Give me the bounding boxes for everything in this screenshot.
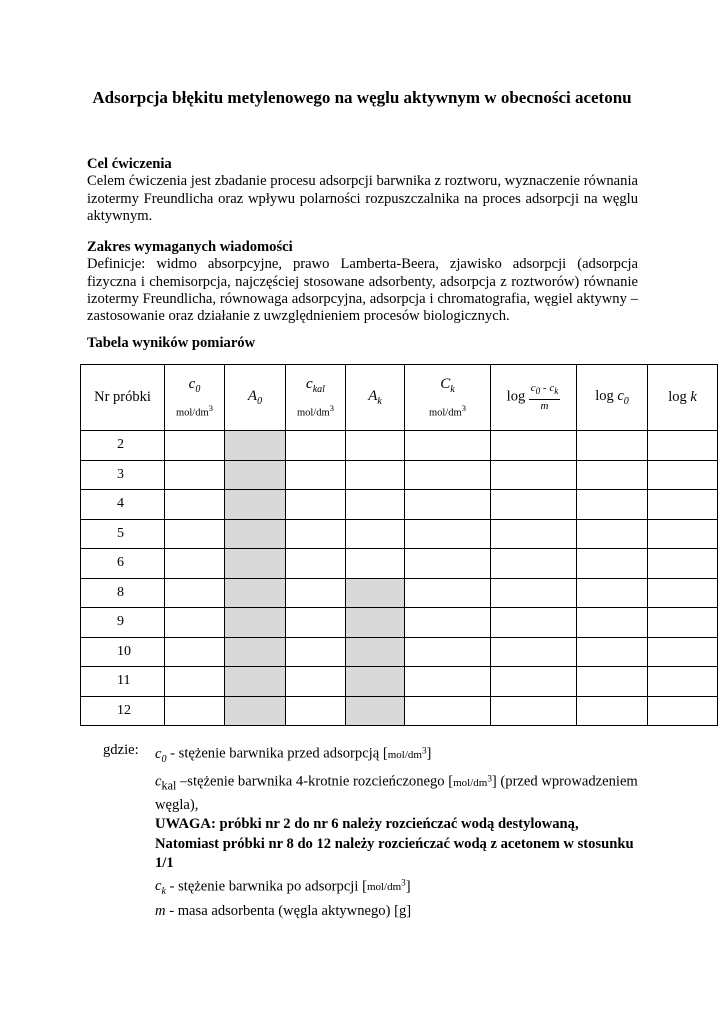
- header-ak: $A_k$: [346, 365, 405, 431]
- fraction: $\frac{c_0 - c_k}{m}$: [530, 382, 559, 412]
- row-number: 12: [81, 696, 165, 726]
- scope-heading: Zakres wymaganych wiadomości: [87, 239, 293, 255]
- note-c0: $c_0$ - stężenie barwnika przed adsorpcją $[mol/dm^3]$: [155, 745, 432, 765]
- row-number: 5: [81, 519, 165, 549]
- table-row: [81, 519, 718, 549]
- header-a0: $A_0$: [225, 365, 286, 431]
- row-number: 6: [81, 549, 165, 579]
- note-ckal: $c_{kal}$ –stężenie barwnika 4-krotnie rozcieńczonego $[mol/dm^3]$ (przed wprowadzeniem węgla),: [155, 772, 638, 813]
- table-row: [81, 608, 718, 638]
- goal-text: Celem ćwiczenia jest zbadanie procesu adsorpcji barwnika z roztworu, wyznaczenie równania izotermy Freundlicha oraz wpływu polarności rozpuszczalnika na proces adsorpcji na węglu aktywnym.: [87, 173, 638, 224]
- row-number: 11: [81, 667, 165, 697]
- header-log-c0: $\log c_0$: [577, 365, 648, 431]
- warning-2: Natomiast próbki nr 8 do 12 należy rozcieńczać wodą z acetonem w stosunku 1/1: [155, 835, 634, 872]
- header-log-ratio: log $\frac{c_0 - c_k}{m}$: [491, 365, 577, 431]
- table-title: Tabela wyników pomiarów: [87, 335, 256, 351]
- header-log-k: log k: [648, 365, 718, 431]
- warning-1: UWAGA: próbki nr 2 do nr 6 należy rozcieńczać wodą destylowaną,: [155, 816, 579, 833]
- row-number: 4: [81, 490, 165, 520]
- header-nr: Nr próbki: [81, 365, 165, 431]
- table-row: [81, 431, 718, 461]
- table-row: [81, 637, 718, 667]
- table-row: [81, 490, 718, 520]
- note-m: m - masa adsorbenta (węgla aktywnego) [g]: [155, 902, 412, 919]
- table-row: [81, 578, 718, 608]
- row-number: 3: [81, 460, 165, 490]
- note-ck: $c_k$ - stężenie barwnika po adsorpcji $[mol/dm^3]$: [155, 877, 411, 898]
- goal-heading: Cel ćwiczenia: [87, 156, 172, 172]
- scope-text: Definicje: widmo absorpcyjne, prawo Lamberta-Beera, zjawisko adsorpcji (adsorpcja fizyczna i chemisorpcja, najczęściej stosowane adsorbenty, adsorpcja z roztworów) równanie izotermy Freundlicha, równowaga adsorpcyjna, adsorpcja i chromatografia, węgiel aktywny – zastosowanie oraz działanie z uwzględnieniem procesów biologicznych.: [87, 256, 638, 325]
- row-number: 9: [81, 608, 165, 638]
- header-row: [81, 365, 718, 431]
- notes-label: gdzie:: [103, 742, 139, 758]
- table-row: [81, 460, 718, 490]
- header-ck: $C_k$ mol/$dm^3$: [405, 365, 491, 431]
- header-ckal: $c_{kal}$ mol/$dm^3$: [286, 365, 346, 431]
- row-number: 10: [81, 637, 165, 667]
- page-title: Adsorpcja błękitu metylenowego na węglu aktywnym w obecności acetonu: [92, 88, 632, 107]
- table-row: [81, 667, 718, 697]
- table-row: [81, 549, 718, 579]
- header-c0: $c_0$ mol/$dm^3$: [165, 365, 225, 431]
- scope-section: [87, 239, 638, 325]
- row-number: 8: [81, 578, 165, 608]
- row-number: 2: [81, 431, 165, 461]
- table-row: [81, 696, 718, 726]
- goal-section: [87, 156, 638, 225]
- results-table: [80, 364, 718, 726]
